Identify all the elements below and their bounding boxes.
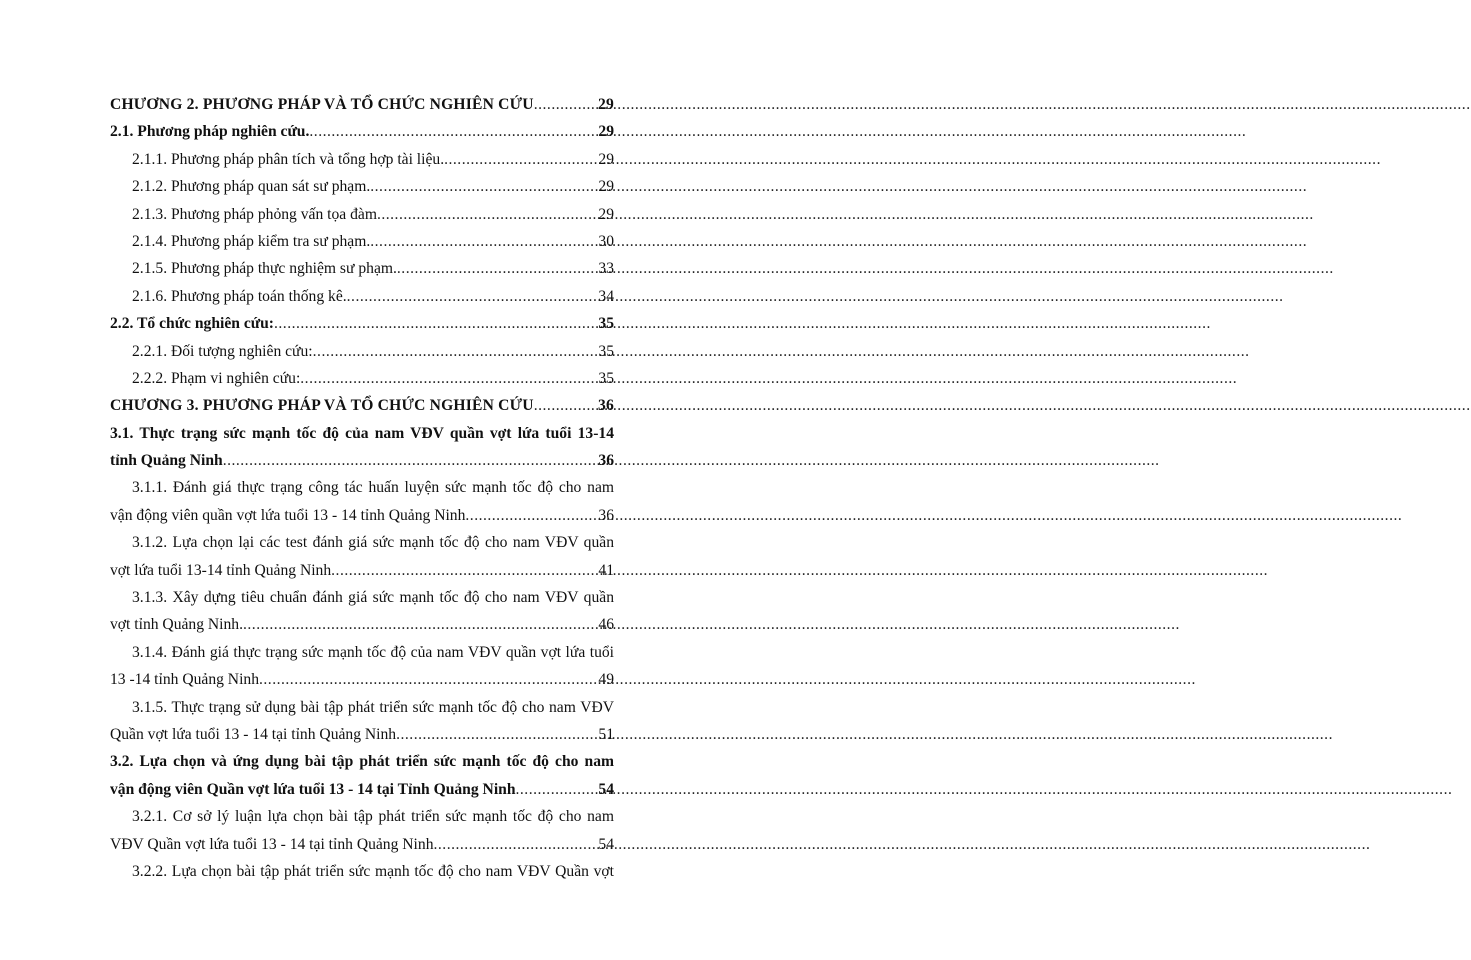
toc-entry-3-2[interactable] <box>110 753 614 808</box>
toc-entry-3-1[interactable] <box>110 425 614 480</box>
toc-leader-dots <box>465 507 598 525</box>
toc-entry-2-1-2[interactable] <box>110 178 614 205</box>
toc-entry-3-1-2[interactable] <box>110 534 614 589</box>
toc-entry-3-1-1[interactable] <box>110 479 614 534</box>
toc-page-number: 34 <box>598 287 614 305</box>
toc-page-number: 30 <box>598 232 614 250</box>
toc-page-number: 54 <box>598 835 614 853</box>
toc-entry-title: 2.1.3. Phương pháp phỏng vấn tọa đàm <box>132 205 377 223</box>
toc-leader-dots <box>370 233 598 251</box>
toc-leader-dots <box>397 260 599 278</box>
toc-entry-3-1-5[interactable] <box>110 699 614 754</box>
toc-page-number: 36 <box>598 452 614 470</box>
toc-entry-title-line1: 3.1.1. Đánh giá thực trạng công tác huấn luyện sức mạnh tốc độ cho nam <box>132 479 614 497</box>
toc-entry-3-1-3[interactable] <box>110 589 614 644</box>
toc-entry-title-line1: 3.2. Lựa chọn và ứng dụng bài tập phát triển sức mạnh tốc độ cho nam <box>110 753 614 771</box>
toc-entry-title-line1: 3.2.2. Lựa chọn bài tập phát triển sức mạnh tốc độ cho nam VĐV Quần vợt <box>132 862 614 880</box>
toc-leader-dots <box>300 370 598 388</box>
toc-page-number: 41 <box>598 561 614 579</box>
document-page <box>0 0 700 960</box>
toc-entry-2-1-6[interactable] <box>110 288 614 315</box>
toc-leader-dots <box>331 562 598 580</box>
toc-entry-title-line2: vận động viên Quần vợt lứa tuổi 13 - 14 tại Tỉnh Quảng Ninh <box>110 780 516 798</box>
toc-leader-dots <box>534 96 598 114</box>
toc-leader-dots <box>243 616 598 634</box>
toc-leader-dots <box>444 151 598 169</box>
toc-entry-title-line1: 3.1.2. Lựa chọn lại các test đánh giá sức mạnh tốc độ cho nam VĐV quần <box>132 534 614 552</box>
toc-entry-title: 2.1.5. Phương pháp thực nghiệm sư phạm. <box>132 260 397 278</box>
toc-entry-title: 2.2.2. Phạm vi nghiên cứu: <box>132 369 301 387</box>
toc-page-number: 51 <box>598 725 614 743</box>
toc-page-number: 29 <box>598 123 614 141</box>
toc-entry-title-line2: VĐV Quần vợt lứa tuổi 13 - 14 tại tỉnh Quảng Ninh <box>110 835 434 853</box>
toc-entry-3-2-1[interactable] <box>110 808 614 863</box>
toc-page-number: 29 <box>598 178 614 196</box>
toc-entry-title-line1: 3.1.4. Đánh giá thực trạng sức mạnh tốc độ của nam VĐV quần vợt lứa tuổi <box>132 643 614 661</box>
toc-leader-dots <box>377 206 598 224</box>
toc-leader-dots <box>309 123 598 141</box>
toc-entry-title-line2: Quần vợt lứa tuổi 13 - 14 tại tỉnh Quảng Ninh <box>110 725 397 743</box>
toc-page-number: 49 <box>598 671 614 689</box>
toc-leader-dots <box>274 315 598 333</box>
toc-leader-dots <box>313 343 599 361</box>
toc-entry-3-1-4[interactable] <box>110 644 614 699</box>
toc-page-number: 29 <box>598 96 614 113</box>
toc-entry-title: 2.1.6. Phương pháp toán thống kê. <box>132 287 347 305</box>
toc-entry-2-1-1[interactable] <box>110 151 614 178</box>
toc-entry-title-line2: vận động viên quần vợt lứa tuổi 13 - 14 tỉnh Quảng Ninh <box>110 506 466 524</box>
toc-entry-title: 2.2. Tổ chức nghiên cứu: <box>110 315 274 333</box>
toc-entry-title-line2: tỉnh Quảng Ninh <box>110 452 223 470</box>
toc-entry-title-line2: vợt tỉnh Quảng Ninh. <box>110 616 243 634</box>
toc-entry-title-line1: 3.1.3. Xây dựng tiêu chuẩn đánh giá sức mạnh tốc độ cho nam VĐV quần <box>132 589 614 607</box>
toc-page-number: 46 <box>598 616 614 634</box>
toc-entry-title: 2.1.1. Phương pháp phân tích và tổng hợp tài liệu. <box>132 150 445 168</box>
toc-page-number: 35 <box>598 315 614 333</box>
toc-entry-2-1[interactable] <box>110 123 614 150</box>
toc-entry-3-2-2[interactable] <box>110 863 614 890</box>
toc-leader-dots <box>434 836 599 854</box>
toc-page-number: 36 <box>598 506 614 524</box>
toc-entry-title-line1: 3.2.1. Cơ sở lý luận lựa chọn bài tập phát triển sức mạnh tốc độ cho nam <box>132 808 614 826</box>
toc-entry-2-2-1[interactable] <box>110 343 614 370</box>
toc-entry-title: 2.2.1. Đối tượng nghiên cứu: <box>132 342 313 360</box>
toc-entry-title: 2.1.4. Phương pháp kiểm tra sư phạm. <box>132 232 371 250</box>
toc-entry-title-line2: vợt lứa tuổi 13-14 tỉnh Quảng Ninh <box>110 561 332 579</box>
toc-page-number: 35 <box>598 342 614 360</box>
toc-entry-title-line2: 13 -14 tỉnh Quảng Ninh <box>110 671 259 689</box>
toc-entry-title: 2.1.2. Phương pháp quan sát sư phạm. <box>132 178 371 196</box>
toc-entry-chapter-2[interactable] <box>110 96 614 123</box>
toc-entry-title-line1: 3.1. Thực trạng sức mạnh tốc độ của nam VĐV quần vợt lứa tuổi 13-14 <box>110 424 614 442</box>
toc-page-number: 33 <box>598 260 614 278</box>
toc-leader-dots <box>370 178 598 196</box>
toc-leader-dots <box>534 397 598 415</box>
toc-entry-chapter-3[interactable] <box>110 397 614 424</box>
toc-entry-2-1-3[interactable] <box>110 206 614 233</box>
toc-entry-2-2-2[interactable] <box>110 370 614 397</box>
toc-leader-dots <box>516 781 599 799</box>
toc-entry-2-1-4[interactable] <box>110 233 614 260</box>
toc-entry-title: CHƯƠNG 3. PHƯƠNG PHÁP VÀ TỔ CHỨC NGHIÊN CỨU <box>110 397 534 415</box>
toc-leader-dots <box>223 452 599 470</box>
toc-entry-title: 2.1. Phương pháp nghiên cứu. <box>110 123 310 141</box>
toc-leader-dots <box>396 726 598 744</box>
toc-page-number: 29 <box>598 150 614 168</box>
table-of-contents <box>110 96 614 890</box>
toc-entry-2-1-5[interactable] <box>110 260 614 287</box>
toc-page-number: 36 <box>598 397 614 415</box>
toc-leader-dots <box>259 671 598 689</box>
toc-entry-2-2[interactable] <box>110 315 614 342</box>
toc-page-number: 54 <box>598 780 614 798</box>
toc-leader-dots <box>347 288 599 306</box>
toc-page-number: 29 <box>598 205 614 223</box>
toc-entry-title: CHƯƠNG 2. PHƯƠNG PHÁP VÀ TỔ CHỨC NGHIÊN CỨU <box>110 96 534 113</box>
toc-page-number: 35 <box>598 369 614 387</box>
toc-entry-title-line1: 3.1.5. Thực trạng sử dụng bài tập phát triển sức mạnh tốc độ cho nam VĐV <box>132 698 614 716</box>
